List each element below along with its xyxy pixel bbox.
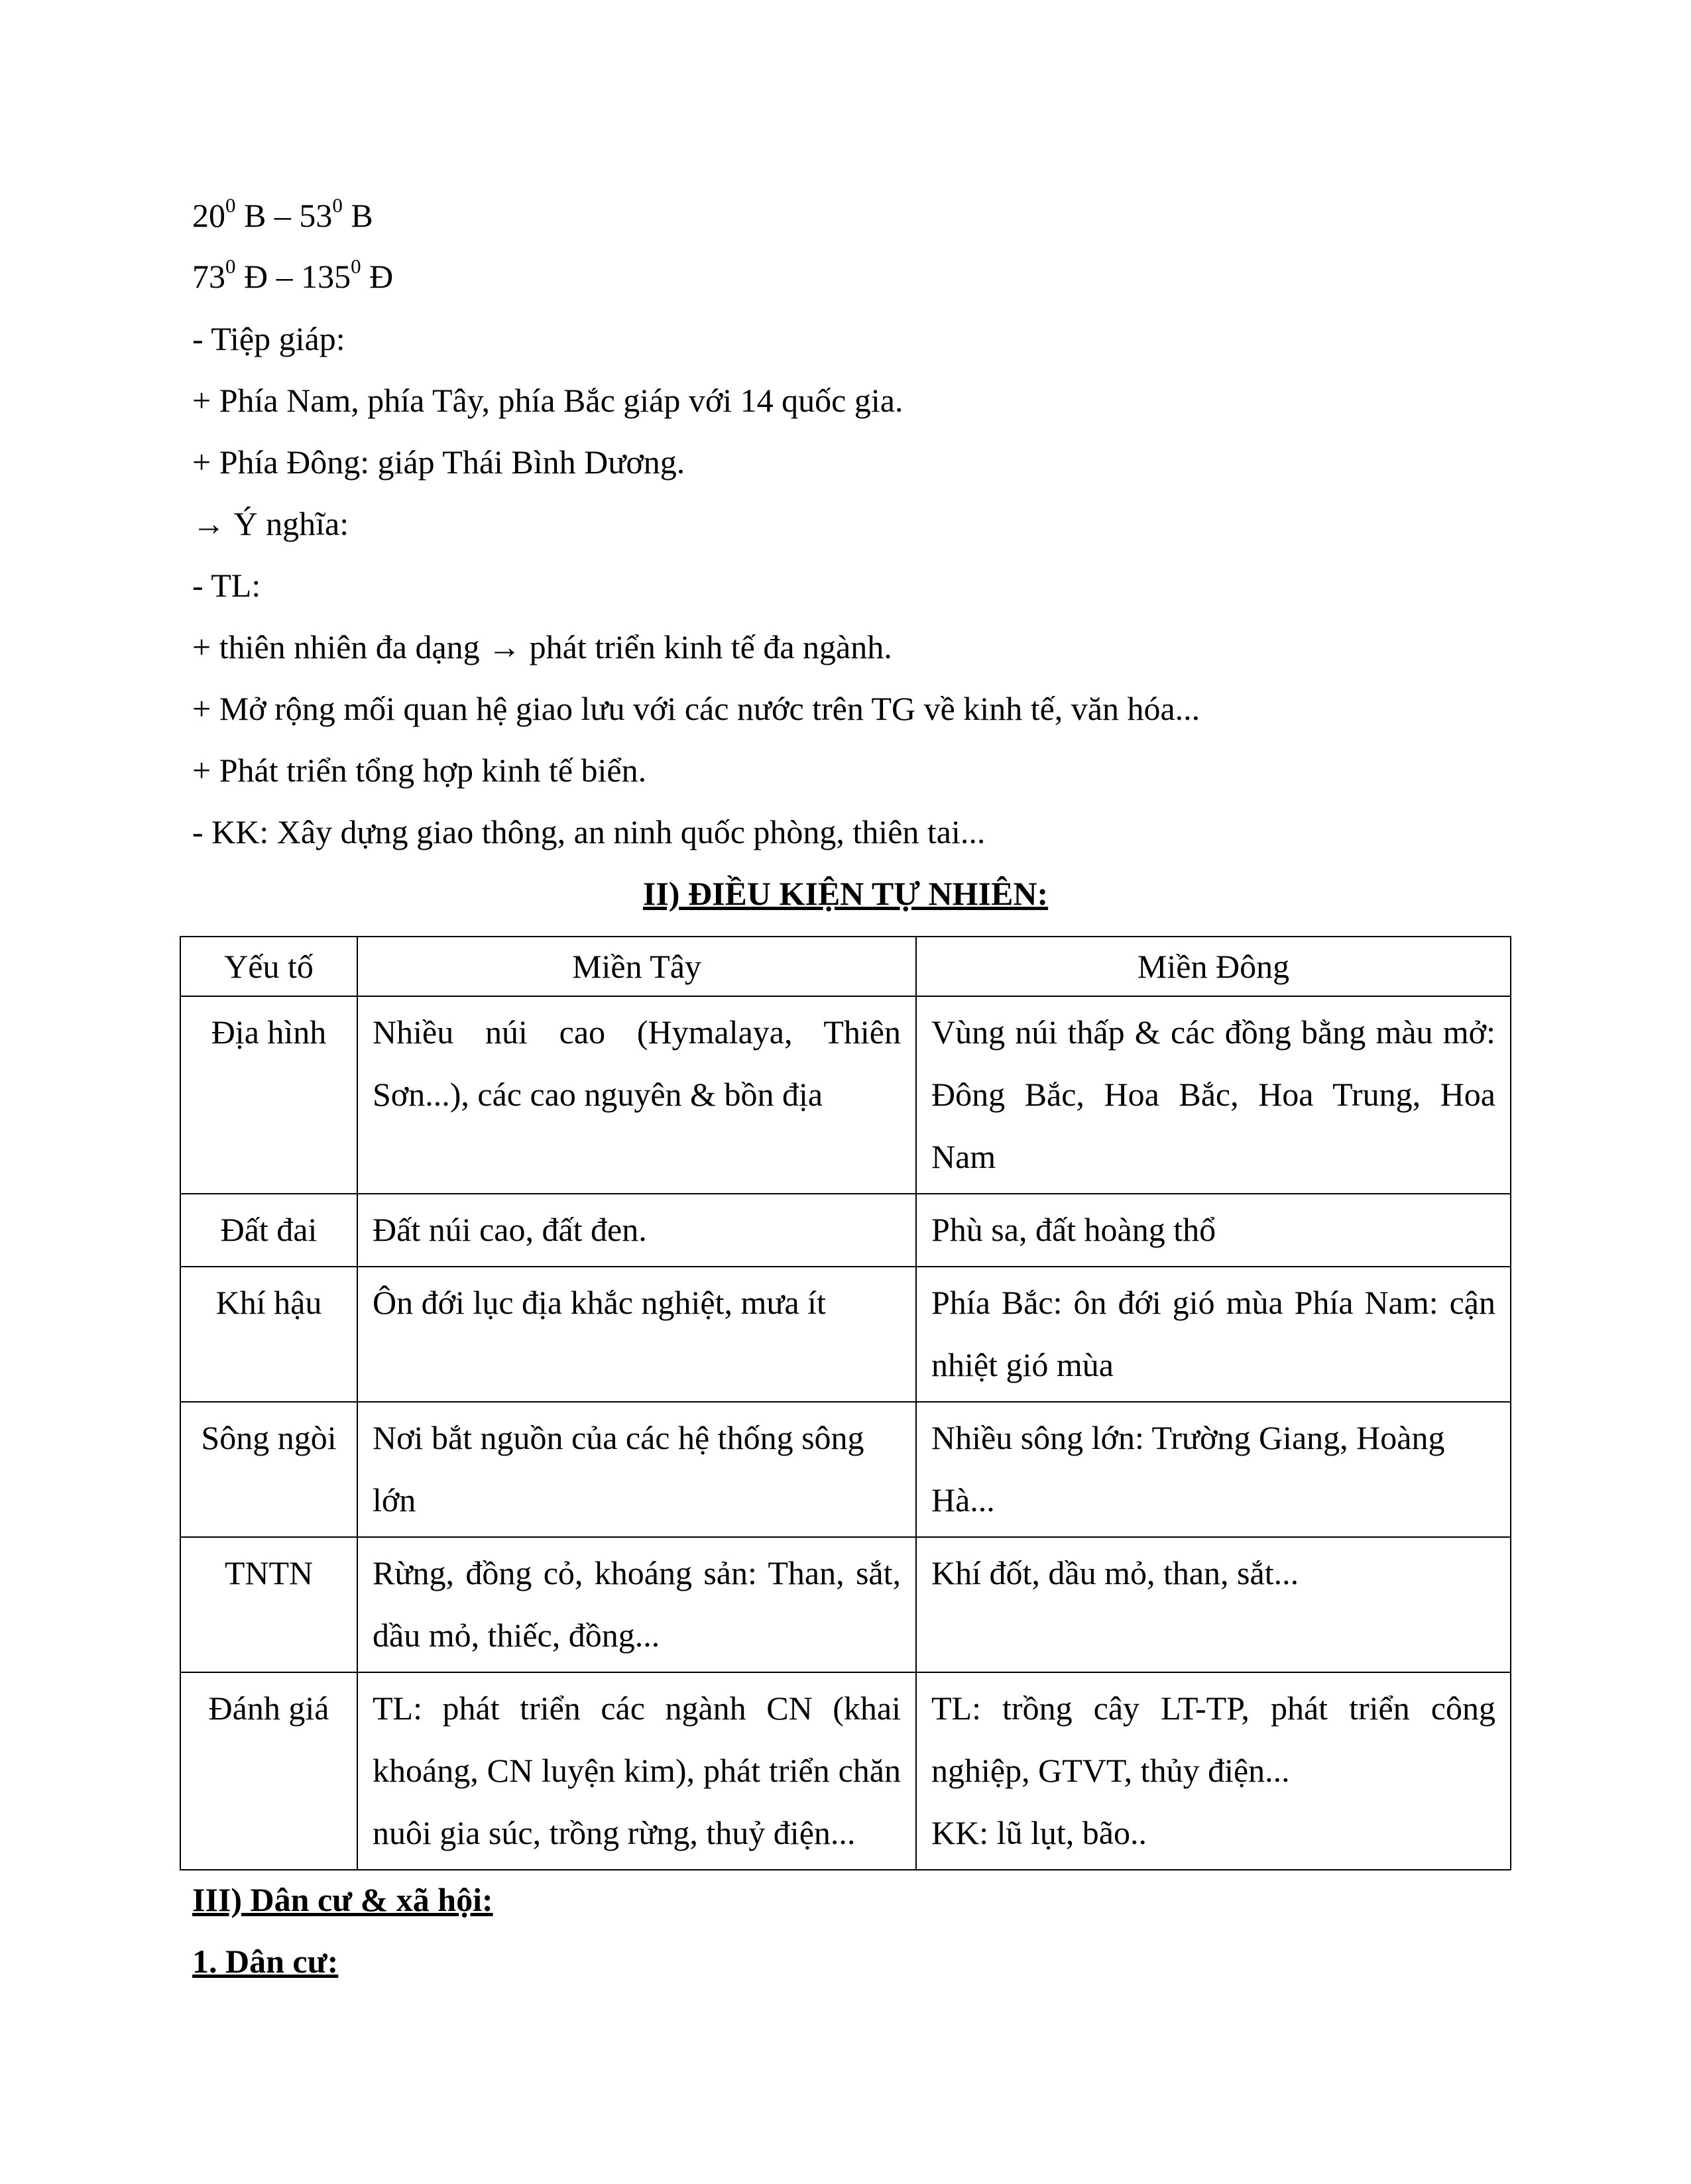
table-row (180, 996, 1511, 1194)
table-row (180, 1672, 1511, 1870)
significance-heading: → Ý nghĩa: (192, 505, 349, 542)
latitude-line: $20^0$ B – $53^0$ B (192, 194, 373, 234)
border-east: + Phía Đông: giáp Thái Bình Dương. (192, 443, 685, 481)
header-east: Miền Đông (916, 937, 1511, 996)
table-row (180, 1537, 1511, 1672)
row-west: Nơi bắt nguồn của các hệ thống sông lớn (357, 1402, 916, 1537)
row-east (916, 1672, 1511, 1870)
advantage-exchange: + Mở rộng mối quan hệ giao lưu với các nước trên TG về kinh tế, văn hóa... (192, 690, 1200, 727)
table-header-row (180, 937, 1511, 996)
header-factor: Yếu tố (180, 937, 357, 996)
row-west: TL: phát triển các ngành CN (khai khoáng, CN luyện kim), phát triển chăn nuôi gia súc, trồng rừng, thuỷ điện... (357, 1672, 916, 1870)
row-factor: Khí hậu (180, 1267, 357, 1402)
row-west: Rừng, đồng cỏ, khoáng sản: Than, sắt, dầu mỏ, thiếc, đồng... (357, 1537, 916, 1672)
row-east: Nhiều sông lớn: Trường Giang, Hoàng Hà... (916, 1402, 1511, 1537)
row-factor: Đánh giá (180, 1672, 357, 1870)
section3-title: III) Dân cư & xã hội: (192, 1881, 493, 1918)
difficulties-line: - KK: Xây dựng giao thông, an ninh quốc phòng, thiên tai... (192, 813, 986, 850)
row-west: Nhiều núi cao (Hymalaya, Thiên Sơn...), các cao nguyên & bồn địa (357, 996, 916, 1194)
east-difficulty: KK: lũ lụt, bão.. (931, 1814, 1147, 1851)
table-row (180, 1267, 1511, 1402)
advantages-heading: - TL: (192, 567, 261, 604)
natural-conditions-table (180, 936, 1511, 1870)
east-advantage: TL: trồng cây LT-TP, phát triển công nghiệp, GTVT, thủy điện... (931, 1690, 1495, 1789)
row-factor: Sông ngòi (180, 1402, 357, 1537)
row-east: Phù sa, đất hoàng thổ (916, 1194, 1511, 1267)
section2-title: II) ĐIỀU KIỆN TỰ NHIÊN: (642, 875, 1049, 912)
header-west: Miền Tây (357, 937, 916, 996)
border-heading: - Tiệp giáp: (192, 320, 345, 357)
advantage-nature: + thiên nhiên đa dạng → phát triển kinh tế đa ngành. (192, 628, 892, 665)
section3-sub1-title: 1. Dân cư: (192, 1943, 339, 1980)
row-east: Phía Bắc: ôn đới gió mùa Phía Nam: cận nhiệt gió mùa (916, 1267, 1511, 1402)
row-east: Khí đốt, dầu mỏ, than, sắt... (916, 1537, 1511, 1672)
advantage-marine: + Phát triển tổng hợp kinh tế biển. (192, 752, 647, 789)
row-east: Vùng núi thấp & các đồng bằng màu mở: Đông Bắc, Hoa Bắc, Hoa Trung, Hoa Nam (916, 996, 1511, 1194)
row-factor: Địa hình (180, 996, 357, 1194)
border-south-west-north: + Phía Nam, phía Tây, phía Bắc giáp với 14 quốc gia. (192, 382, 904, 419)
row-factor: Đất đai (180, 1194, 357, 1267)
table-row (180, 1402, 1511, 1537)
table-row (180, 1194, 1511, 1267)
row-west: Ôn đới lục địa khắc nghiệt, mưa ít (357, 1267, 916, 1402)
row-factor: TNTN (180, 1537, 357, 1672)
row-west: Đất núi cao, đất đen. (357, 1194, 916, 1267)
longitude-line: $73^0$ Đ – $135^0$ Đ (192, 255, 394, 295)
